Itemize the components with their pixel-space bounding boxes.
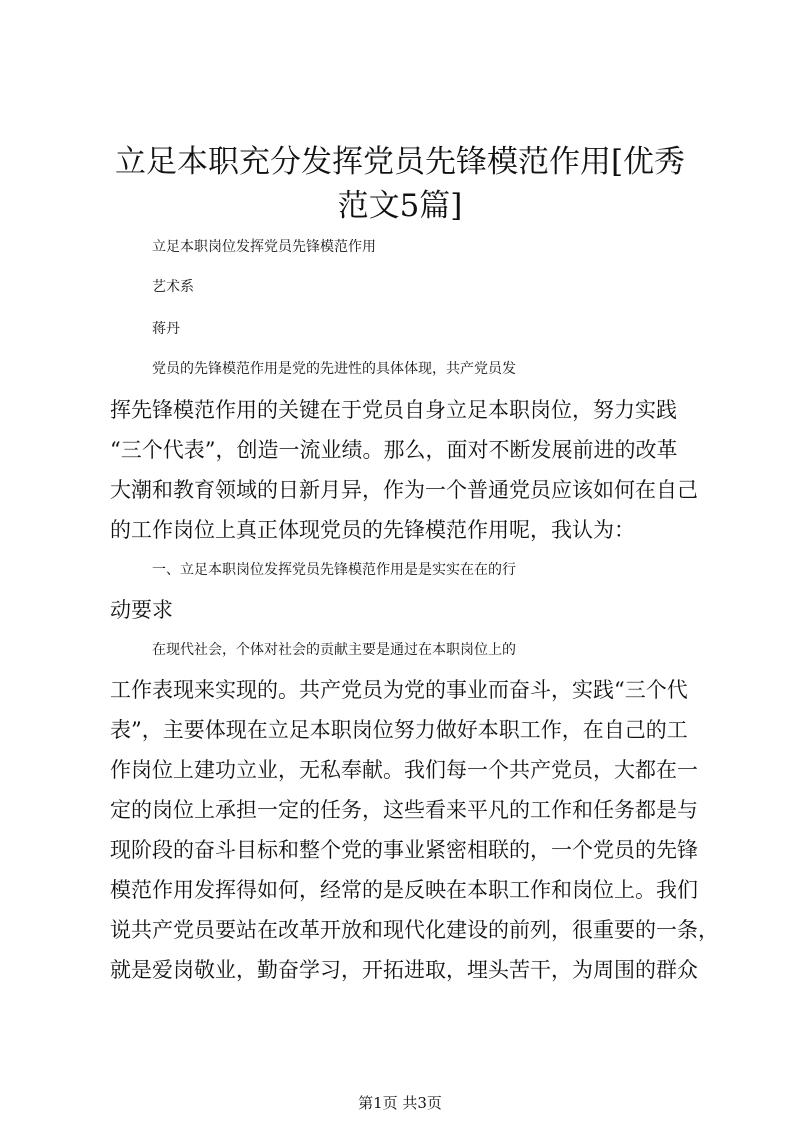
body-line: 就是爱岗敬业，勤奋学习，开拓进取，埋头苦干，为周围的群众 [110, 958, 698, 982]
body-line: 在现代社会，个体对社会的贡献主要是通过在本职岗位上的 [152, 642, 516, 658]
body-line: 模范作用发挥得如何，经常的是反映在本职工作和岗位上。我们 [110, 878, 698, 902]
body-line: 工作表现来实现的。共产党员为党的事业而奋斗，实践“三个代 [110, 678, 688, 702]
body-line: 现阶段的奋斗目标和整个党的事业紧密相联的，一个党员的先锋 [110, 838, 698, 862]
body-line: 挥先锋模范作用的关键在于党员自身立足本职岗位，努力实践 [110, 398, 677, 422]
body-line: 作岗位上建功立业，无私奉献。我们每一个共产党员，大都在一 [110, 758, 698, 782]
section-heading-line: 动要求 [110, 598, 173, 622]
body-line: 表”，主要体现在立足本职岗位努力做好本职工作，在自己的工 [110, 718, 688, 742]
body-line: 说共产党员要站在改革开放和现代化建设的前列，很重要的一条， [110, 918, 719, 942]
body-line: “三个代表”，创造一流业绩。那么，面对不断发展前进的改革 [110, 438, 678, 462]
body-line: 的工作岗位上真正体现党员的先锋模范作用呢，我认为： [110, 518, 635, 542]
body-line: 党员的先锋模范作用是党的先进性的具体体现，共产党员发 [152, 361, 516, 377]
subtitle-line: 立足本职岗位发挥党员先锋模范作用 [152, 239, 376, 255]
section-heading-line: 一、立足本职岗位发挥党员先锋模范作用是是实实在在的行 [152, 562, 516, 578]
author-line: 蒋丹 [152, 321, 180, 337]
body-line: 定的岗位上承担一定的任务，这些看来平凡的工作和任务都是与 [110, 798, 698, 822]
document-title: 立足本职充分发挥党员先锋模范作用[优秀范文5篇] [114, 144, 686, 224]
body-line: 大潮和教育领域的日新月异，作为一个普通党员应该如何在自己 [110, 478, 698, 502]
department-line: 艺术系 [152, 279, 194, 295]
page-footer: 第1页 共3页 [358, 1094, 442, 1112]
